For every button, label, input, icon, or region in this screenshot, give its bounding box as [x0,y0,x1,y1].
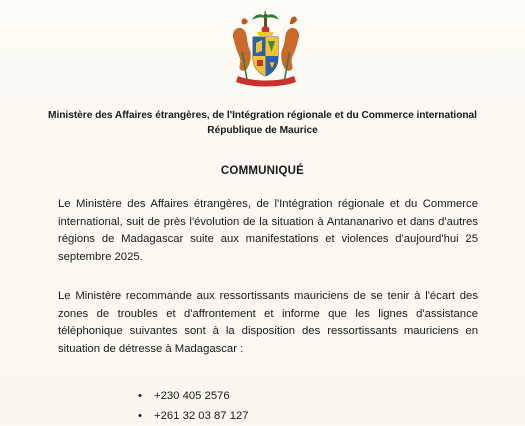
crest-shield [253,37,278,76]
paragraph-situation: Le Ministère des Affaires étrangères, de l'Intégration régionale et du Commerce international, suit de près l'évolution de la situation à Antananarivo et dans d'autres régions de Madagascar suite aux manifestations et violences d'aujourd'hui 25 septembre 2025. [58,198,478,263]
document-title: COMMUNIQUÉ [220,165,305,177]
phone-number: +230 405 2576 [154,390,230,402]
crest-palm [252,11,279,36]
bullet-icon: • [138,390,142,402]
phone-number: +261 32 03 87 127 [154,410,249,422]
ministry-name: Ministère des Affaires étrangères, de l'Intégration régionale et du Commerce international [48,110,477,121]
republic-name: République de Maurice [207,125,318,136]
bullet-icon: • [138,410,142,422]
coat-of-arms-emblem [224,10,308,90]
phone-list [138,386,249,426]
paragraph-recommendation: Le Ministère recommande aux ressortissants mauriciens de se tenir à l'écart des zones de troubles et d'affrontement et informe que les lignes d'assistance téléphonique suivantes sont à la disposition des ressortissants mauriciens en situation de détresse à Madagascar : [58,290,478,355]
list-item [138,386,249,406]
crest-ribbon [236,76,296,87]
document-header [0,108,525,138]
list-item [138,406,249,426]
